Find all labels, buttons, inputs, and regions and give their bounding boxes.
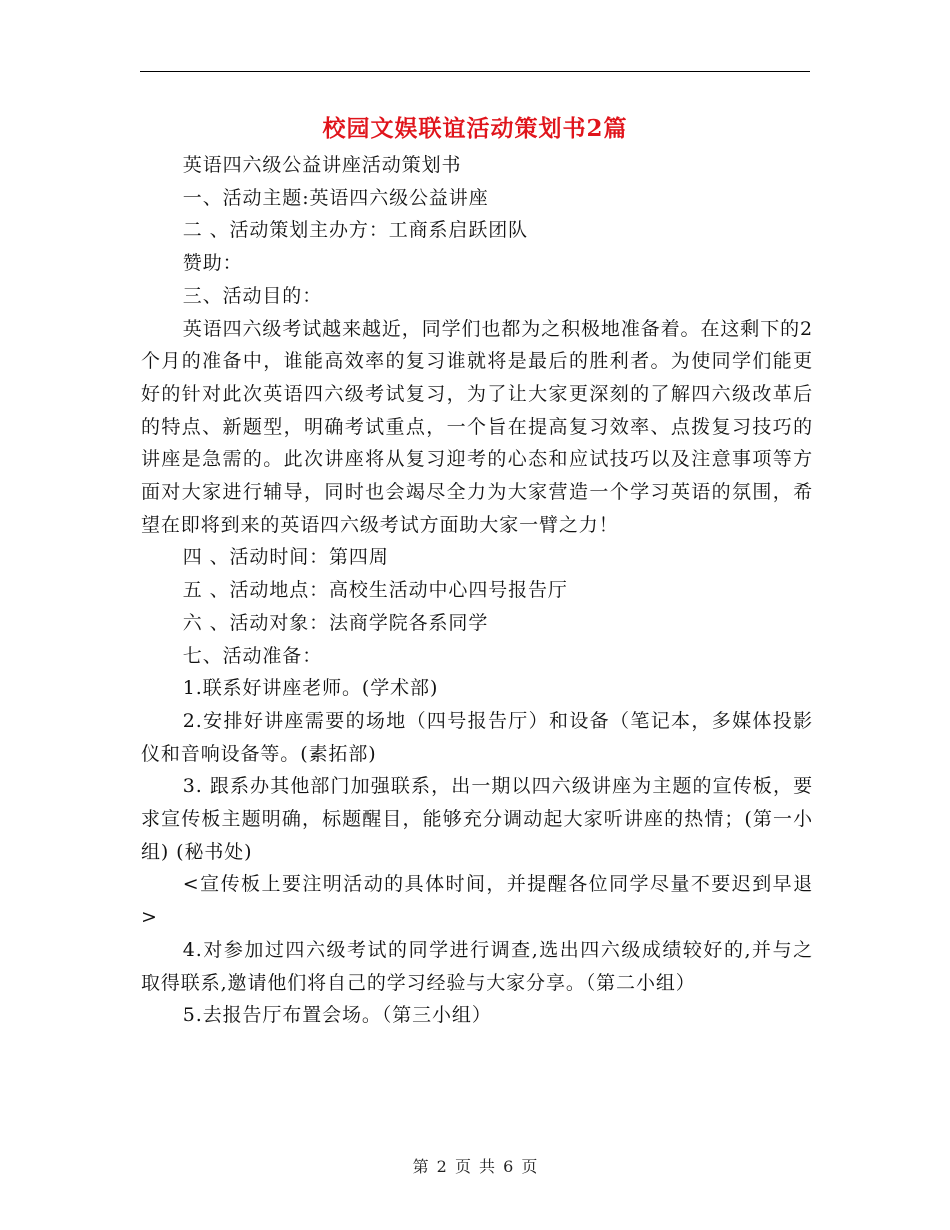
paragraph-sponsor: 赞助： (182, 252, 243, 275)
paragraph-theme: 一、活动主题:英语四六级公益讲座 (182, 186, 489, 209)
paragraph-purpose-heading: 三、活动目的： (182, 284, 323, 307)
paragraph-prep-item-5: 5.去报告厅布置会场。（第三小组） (182, 1004, 492, 1027)
paragraph-prep-item-3: 3. 跟系办其他部门加强联系，出一期以四六级讲座为主题的宣传板，要求宣传板主题明确，标题醒目，能够充分调动起大家听讲座的热情；(第一小组) (秘书处) (141, 775, 813, 863)
paragraph-prep-item-1: 1.联系好讲座老师。(学术部) (182, 677, 439, 700)
document-body (141, 149, 813, 1032)
paragraph-preparation-heading: 七、活动准备： (182, 644, 323, 667)
paragraph-time: 四 、活动时间：第四周 (182, 546, 389, 569)
paragraph-prep-item-4: 4.对参加过四六级考试的同学进行调查,选出四六级成绩较好的,并与之取得联系,邀请他们将自己的学习经验与大家分享。（第二小组） (141, 938, 813, 994)
paragraph-organizer: 二 、活动策划主办方：工商系启跃团队 (182, 219, 529, 242)
paragraph-subtitle: 英语四六级公益讲座活动策划书 (182, 154, 462, 176)
document-title: 校园文娱联谊活动策划书2篇 (322, 115, 628, 142)
page-number-footer: 第 2 页 共 6 页 (412, 1157, 538, 1176)
paragraph-prep-item-2: 2.安排好讲座需要的场地（四号报告厅）和设备（笔记本，多媒体投影仪和音响设备等。(素拓部) (141, 709, 813, 765)
paragraph-location: 五 、活动地点：高校生活动中心四号报告厅 (182, 579, 568, 602)
paragraph-audience: 六 、活动对象：法商学院各系同学 (182, 611, 489, 634)
paragraph-purpose-body: 英语四六级考试越来越近，同学们也都为之积极地准备着。在这剩下的2个月的准备中，谁能高效率的复习谁就将是最后的胜利者。为使同学们能更好的针对此次英语四六级考试复习，为了让大家更深刻的了解四六级改革后的特点、新题型，明确考试重点，一个旨在提高复习效率、点拨复习技巧的讲座是急需的。此次讲座将从复习迎考的心态和应试技巧以及注意事项等方面对大家进行辅导，同时也会竭尽全力为大家营造一个学习英语的氛围，希望在即将到来的英语四六级考试方面助大家一臂之力！ (141, 317, 813, 536)
header-rule (140, 71, 810, 72)
paragraph-prep-note: <宣传板上要注明活动的具体时间，并提醒各位同学尽量不要迟到早退> (141, 873, 813, 929)
